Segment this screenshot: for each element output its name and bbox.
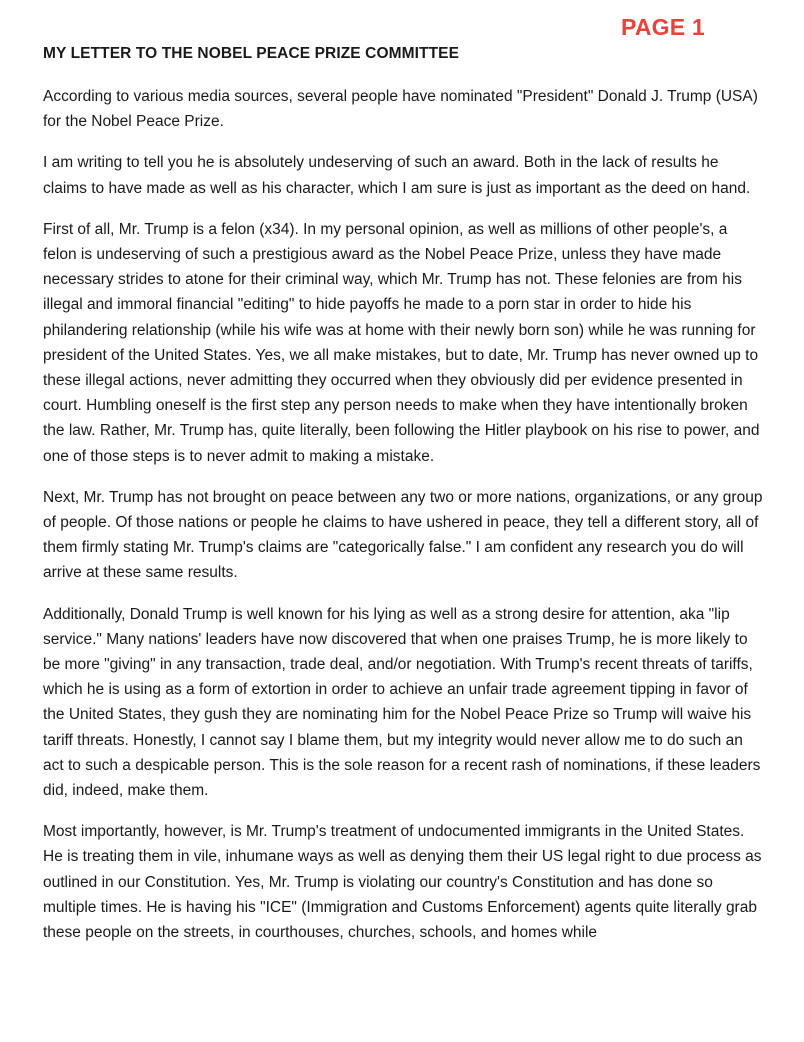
- paragraph-2: I am writing to tell you he is absolutely undeserving of such an award. Both in the lack of results he claims to have made as well as his character, which I am sure is just as important as the deed on hand.: [43, 154, 751, 197]
- letter-title: MY LETTER TO THE NOBEL PEACE PRIZE COMMITTEE: [43, 45, 460, 62]
- paragraph-1: According to various media sources, several people have nominated "President" Donald J. Trump (USA) for the Nobel Peace Prize.: [43, 88, 758, 131]
- letter-body: [43, 84, 765, 961]
- paragraph-6: Most importantly, however, is Mr. Trump's treatment of undocumented immigrants in the United States. He is treating them in vile, inhumane ways as well as denying them their US legal right to due process as outlined in our Constitution. Yes, Mr. Trump is violating our country's Constitution and has done so multiple times. He is having his "ICE" (Immigration and Customs Enforcement) agents quite literally grab these people on the streets, in courthouses, churches, schools, and homes while: [43, 823, 762, 942]
- paragraph-3: First of all, Mr. Trump is a felon (x34). In my personal opinion, as well as millions of other people's, a felon is undeserving of such a prestigious award as the Nobel Peace Prize, unless they have made necessary strides to atone for their criminal way, which Mr. Trump has not. These felonies are from his illegal and immoral financial "editing" to hide payoffs he made to a porn star in order to hide his philandering relationship (while his wife was at home with their newly born son) while he was running for president of the United States. Yes, we all make mistakes, but to date, Mr. Trump has never owned up to these illegal actions, never admitting they occurred when they obviously did per evidence presented in court. Humbling oneself is the first step any person needs to make when they have intentionally broken the law. Rather, Mr. Trump has, quite literally, been following the Hitler playbook on his rise to power, and one of those steps is to never admit to making a mistake.: [43, 220, 760, 465]
- page-label: PAGE 1: [621, 14, 705, 40]
- paragraph-4: Next, Mr. Trump has not brought on peace between any two or more nations, organizations, or any group of people. Of those nations or people he claims to have ushered in peace, they tell a different story, all of them firmly stating Mr. Trump's claims are "categorically false." I am confident any research you do will arrive at these same results.: [43, 488, 763, 582]
- paragraph-5: Additionally, Donald Trump is well known for his lying as well as a strong desire for attention, aka "lip service." Many nations' leaders have now discovered that when one praises Trump, he is more likely to be more "giving" in any transaction, trade deal, and/or negotiation. With Trump's recent threats of tariffs, which he is using as a form of extortion in order to achieve an unfair trade agreement tipping in favor of the United States, they gush they are nominating him for the Nobel Peace Prize so Trump will waive his tariff threats. Honestly, I cannot say I blame them, but my integrity would never allow me to do such an act to such a despicable person. This is the sole reason for a recent rash of nominations, if these leaders did, indeed, make them.: [43, 605, 761, 800]
